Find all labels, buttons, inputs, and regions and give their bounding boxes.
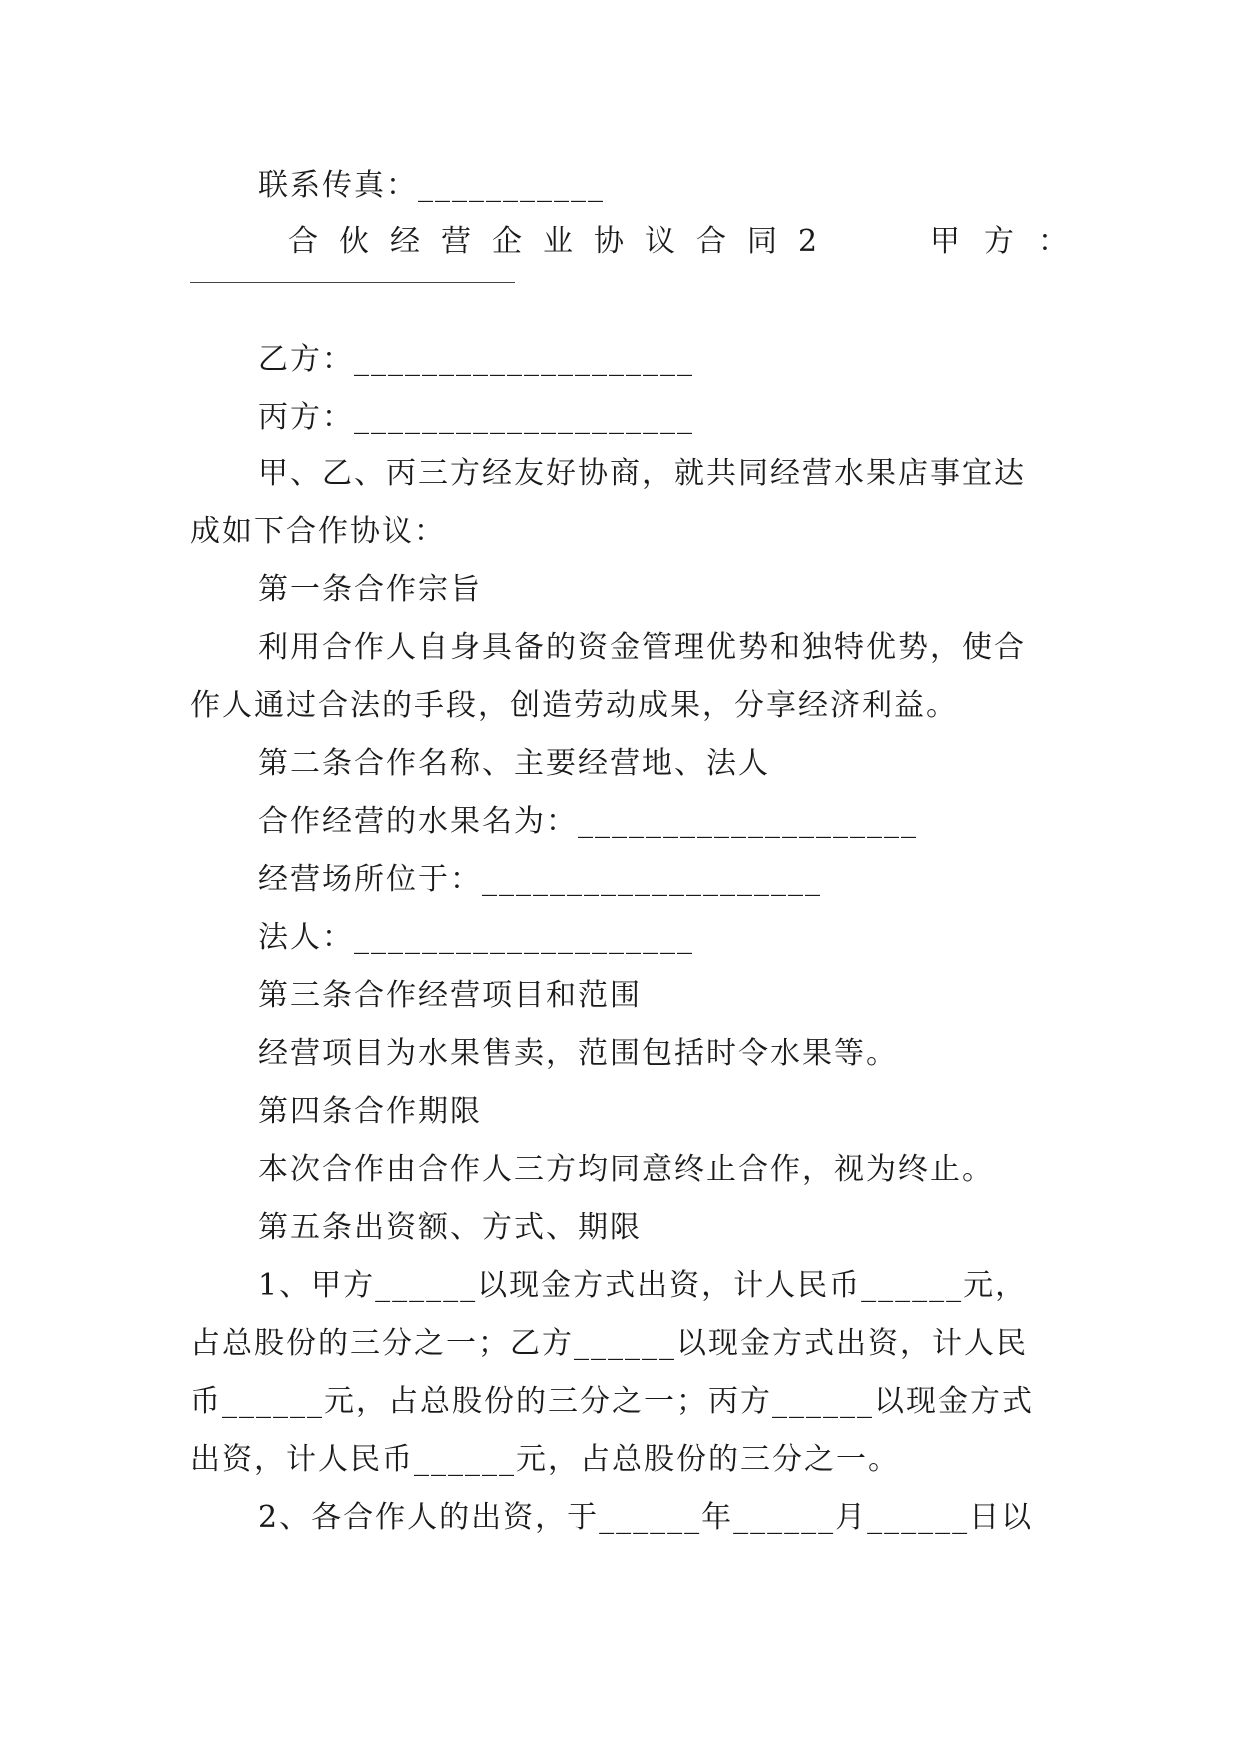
party-b-line: 乙方：____________________ [258, 342, 694, 377]
preamble-line-1: 甲、乙、丙三方经友好协商，就共同经营水果店事宜达 [258, 456, 1026, 491]
article-5-item-1-line-4: 出资，计人民币______元，占总股份的三分之一。 [190, 1442, 900, 1477]
article-1-text-line-2: 作人通过合法的手段，创造劳动成果，分享经济利益。 [190, 688, 958, 723]
business-name-line: 合作经营的水果名为：____________________ [258, 804, 918, 839]
business-location-line: 经营场所位于：____________________ [258, 862, 822, 897]
party-c-line: 丙方：____________________ [258, 400, 694, 435]
article-3-text: 经营项目为水果售卖，范围包括时令水果等。 [258, 1036, 898, 1071]
article-5-item-1-line-3: 币______元，占总股份的三分之一；丙方______以现金方式 [190, 1384, 1034, 1419]
legal-person-line: 法人：____________________ [258, 920, 694, 955]
article-4-text: 本次合作由合作人三方均同意终止合作，视为终止。 [258, 1152, 994, 1187]
article-5-item-1-line-1: 1、甲方______以现金方式出资，计人民币______元， [258, 1268, 1028, 1303]
document-title: 合伙经营企业协议合同2 [288, 224, 839, 259]
fax-line: 联系传真：___________ [258, 168, 605, 203]
article-3-heading: 第三条合作经营项目和范围 [258, 978, 642, 1013]
article-2-heading: 第二条合作名称、主要经营地、法人 [258, 746, 770, 781]
article-1-heading: 第一条合作宗旨 [258, 572, 482, 607]
preamble-line-2: 成如下合作协议： [190, 514, 446, 549]
party-a-label: 甲方： [930, 224, 1092, 259]
article-5-item-1-line-2: 占总股份的三分之一；乙方______以现金方式出资，计人民 [190, 1326, 1028, 1361]
article-4-heading: 第四条合作期限 [258, 1094, 482, 1129]
article-5-item-2-line-1: 2、各合作人的出资，于______年______月______日以 [258, 1500, 1034, 1535]
party-a-blank [190, 282, 515, 283]
article-5-heading: 第五条出资额、方式、期限 [258, 1210, 642, 1245]
article-1-text-line-1: 利用合作人自身具备的资金管理优势和独特优势，使合 [258, 630, 1026, 665]
